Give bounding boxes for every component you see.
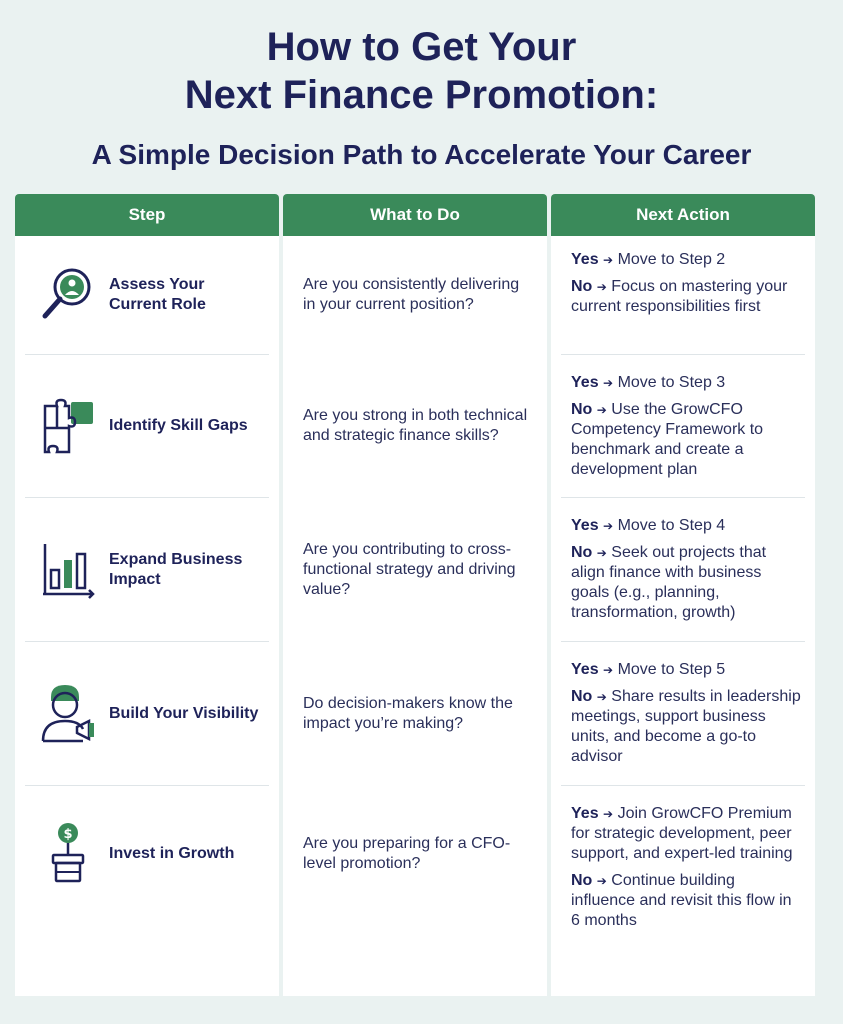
- next-header: Next Action: [551, 194, 815, 236]
- magnifier-person-icon: [39, 262, 97, 328]
- no-answer: No ➔ Use the GrowCFO Competency Framework to benchmark and create a development plan: [571, 401, 764, 478]
- no-answer: No ➔ Share results in leadership meetings, support business units, and become a go-to advisor: [571, 688, 801, 765]
- yes-answer: Yes ➔ Join GrowCFO Premium for strategic development, peer support, and expert-led training: [571, 805, 793, 862]
- table-row-question: Are you preparing for a CFO-level promotion?: [303, 834, 511, 872]
- table-row-question: Are you contributing to cross-functional strategy and driving value?: [303, 540, 516, 598]
- no-answer: No ➔ Continue building influence and revisit this flow in 6 months: [571, 872, 792, 929]
- step-label: Assess Your Current Role: [109, 276, 206, 313]
- svg-text:$: $: [63, 826, 73, 842]
- table-row-next-action: [551, 786, 815, 986]
- yes-answer: Yes ➔ Move to Step 5: [571, 661, 726, 678]
- table-row-question: Are you strong in both technical and strategic finance skills?: [303, 407, 528, 444]
- table-row-step: [15, 642, 279, 785]
- yes-answer: Yes ➔ Move to Step 4: [571, 517, 726, 534]
- no-answer: No ➔ Seek out projects that align finance with business goals (e.g., planning, transformation, growth): [571, 544, 767, 621]
- step-header: Step: [15, 194, 279, 236]
- step-label: Invest in Growth: [109, 844, 235, 862]
- person-megaphone-icon: [39, 681, 97, 747]
- table-row-question: Are you consistently delivering in your current position?: [303, 276, 520, 313]
- yes-answer: Yes ➔ Move to Step 2: [571, 251, 726, 268]
- puzzle-icon: [39, 393, 97, 459]
- table-row-step: [15, 498, 279, 641]
- table-row-step: [15, 236, 279, 354]
- step-label: Expand Business Impact: [109, 550, 243, 588]
- table-row-next-action: [551, 498, 815, 641]
- money-plant-icon: [39, 821, 97, 887]
- step-label: Build Your Visibility: [109, 704, 259, 722]
- table-row-next-action: [551, 236, 815, 354]
- table-row-question: Do decision-makers know the impact you’re making?: [303, 694, 513, 732]
- no-answer: No ➔ Focus on mastering your current responsibilities first: [571, 278, 788, 315]
- bar-chart-icon: [39, 537, 97, 603]
- table-row-next-action: [551, 355, 815, 497]
- what-header: What to Do: [283, 194, 547, 236]
- yes-answer: Yes ➔ Move to Step 3: [571, 374, 726, 391]
- table-row-next-action: [551, 642, 815, 785]
- subtitle: A Simple Decision Path to Accelerate Your Career: [91, 139, 752, 170]
- table-row-step: [15, 355, 279, 497]
- step-label: Identify Skill Gaps: [109, 417, 248, 434]
- title-line-2: Next Finance Promotion:: [184, 73, 659, 117]
- table-row-step: [15, 786, 279, 921]
- title-line-1: How to Get Your: [266, 25, 577, 69]
